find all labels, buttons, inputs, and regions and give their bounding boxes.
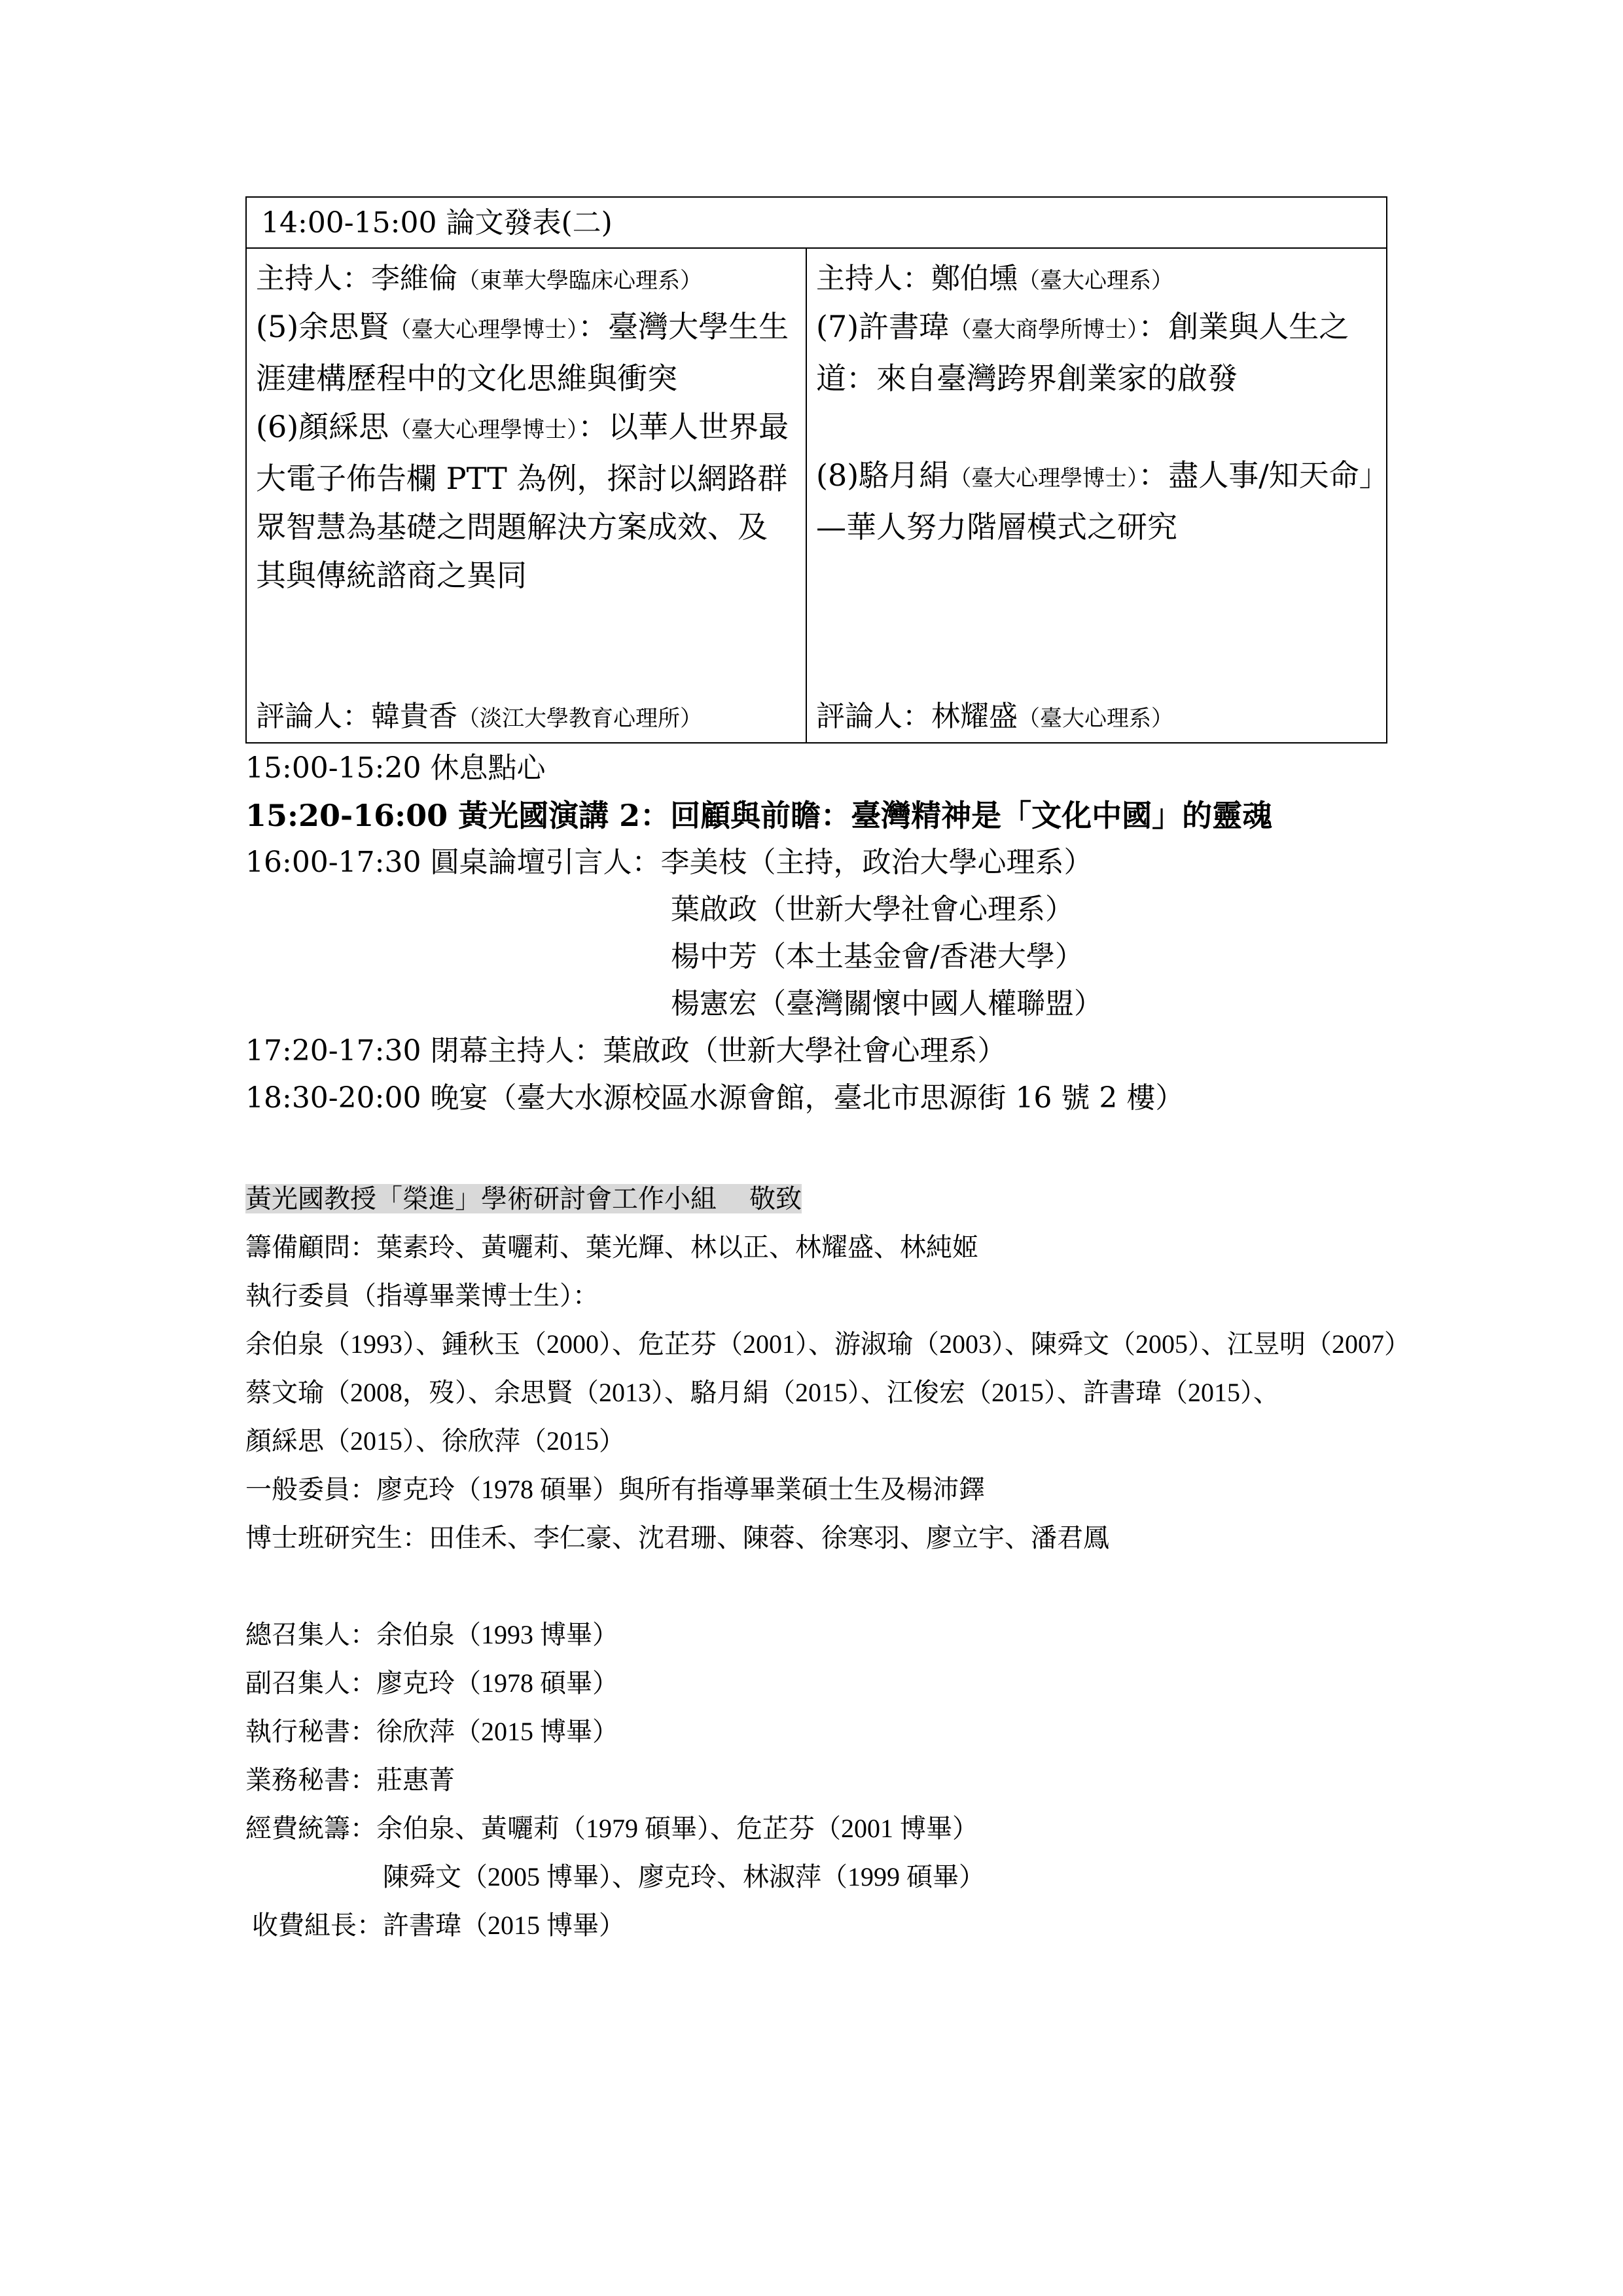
discussant-right-affiliation: （臺大心理系） — [1018, 706, 1174, 732]
paper-7-author: (7)許書瑋 — [816, 309, 950, 344]
paper-5 — [256, 302, 796, 403]
committee-vice-convener: 副召集人：廖克玲（1978 碩畢） — [245, 1668, 618, 1698]
committee-exec-line: 顏綵思（2015）、徐欣萍（2015） — [245, 1426, 625, 1456]
paper-7-affiliation: （臺大商學所博士） — [949, 317, 1139, 343]
paper-8-author: (8)駱月絹 — [816, 457, 950, 493]
paper-7 — [816, 302, 1377, 403]
session-column-right — [807, 249, 1386, 742]
schedule-keynote: 15:20-16:00 黃光國演講 2：回顧與前瞻：臺灣精神是「文化中國」的靈魂 — [245, 798, 1273, 833]
paper-5-author: (5)余思賢 — [256, 309, 389, 344]
discussant-left-name: 評論人：韓貴香 — [256, 700, 457, 733]
committee-business-secretary: 業務秘書：莊惠菁 — [245, 1765, 455, 1795]
committee-exec-line: 蔡文瑜（2008，歿）、余思賢（2013）、駱月絹（2015）、江俊宏（2015）、許書瑋（2015）、 — [245, 1378, 1279, 1407]
schedule-banquet: 18:30-20:00 晚宴（臺大水源校區水源會館，臺北市思源街 16 號 2 樓） — [245, 1081, 1185, 1115]
committee-signature — [245, 1175, 1423, 1223]
committee-exec-label: 執行委員（指導畢業博士生）： — [245, 1281, 599, 1310]
committee-funding: 經費統籌：余伯泉、黃囇莉（1979 碩畢）、危芷芬（2001 博畢） — [245, 1814, 978, 1843]
committee-phd-students: 博士班研究生：田佳禾、李仁豪、沈君珊、陳蓉、徐寒羽、廖立宇、潘君鳳 — [245, 1523, 1109, 1552]
host-right — [816, 254, 1377, 302]
committee-general: 一般委員：廖克玲（1978 碩畢）與所有指導畢業碩士生及楊沛鐸 — [245, 1475, 985, 1504]
session-body — [247, 249, 1386, 742]
schedule-closing: 17:20-17:30 閉幕主持人：葉啟政（世新大學社會心理系） — [245, 1034, 1007, 1067]
host-left-name: 主持人：李維倫 — [256, 262, 457, 295]
committee-convener: 總召集人：余伯泉（1993 博畢） — [245, 1620, 618, 1649]
discussant-right — [816, 691, 1173, 742]
discussant-right-name: 評論人：林耀盛 — [816, 700, 1018, 733]
session-header: 14:00-15:00 論文發表(二) — [247, 198, 1386, 249]
paper-7-title: ：創業與人生之道：來自臺灣跨界創業家的啟發 — [816, 309, 1349, 396]
host-left-affiliation: （東華大學臨床心理系） — [457, 268, 702, 294]
paper-8-title: ：盡人事/知天命」—華人努力階層模式之研究 — [816, 457, 1374, 545]
schedule — [245, 745, 1423, 1122]
paper-6-affiliation: （臺大心理學博士） — [389, 417, 579, 443]
committee-advisors: 籌備顧問：葉素玲、黃囇莉、葉光輝、林以正、林耀盛、林純姬 — [245, 1232, 978, 1262]
paper-6-title: ：以華人世界最大電子佈告欄 PTT 為例，探討以網路群眾智慧為基礎之問題解決方案成效、及其與傳統諮商之異同 — [256, 409, 789, 593]
schedule-break: 15:00-15:20 休息點心 — [245, 751, 546, 785]
committee-exec-line: 余伯泉（1993）、鍾秋玉（2000）、危芷芬（2001）、游淑瑜（2003）、陳舜文（2005）、江昱明（2007） — [245, 1329, 1410, 1359]
discussant-left-affiliation: （淡江大學教育心理所） — [457, 706, 702, 732]
discussant-left — [256, 691, 702, 742]
schedule-roundtable-speaker: 楊中芳（本土基金會/香港大學） — [671, 940, 1084, 973]
session-table — [245, 196, 1387, 744]
paper-6-author: (6)顏綵思 — [256, 409, 389, 444]
host-left — [256, 254, 796, 302]
paper-5-affiliation: （臺大心理學博士） — [389, 317, 579, 343]
schedule-roundtable-speaker: 葉啟政（世新大學社會心理系） — [671, 893, 1074, 926]
paper-6 — [256, 403, 796, 600]
paper-8-affiliation: （臺大心理學博士） — [949, 465, 1139, 492]
committee-exec-secretary: 執行秘書：徐欣萍（2015 博畢） — [245, 1717, 618, 1746]
paper-5-title: ：臺灣大學生生涯建構歷程中的文化思維與衝突 — [256, 309, 789, 396]
spacer — [245, 1562, 1423, 1611]
schedule-roundtable-speaker: 楊憲宏（臺灣關懷中國人權聯盟） — [671, 987, 1103, 1020]
paper-8 — [816, 451, 1377, 551]
committee-funding-continued: 陳舜文（2005 博畢）、廖克玲、林淑萍（1999 碩畢） — [383, 1862, 985, 1892]
host-right-name: 主持人：鄭伯壎 — [816, 262, 1018, 295]
committee-fee-leader: 收費組長：許書瑋（2015 博畢） — [252, 1910, 625, 1940]
schedule-roundtable: 16:00-17:30 圓桌論壇引言人：李美枝（主持，政治大學心理系） — [245, 846, 1093, 879]
committee-signature-text: 黃光國教授「榮進」學術研討會工作小組 敬致 — [245, 1184, 802, 1213]
host-right-affiliation: （臺大心理系） — [1018, 268, 1174, 294]
committee-section — [245, 1175, 1423, 1950]
session-column-left — [247, 249, 807, 742]
